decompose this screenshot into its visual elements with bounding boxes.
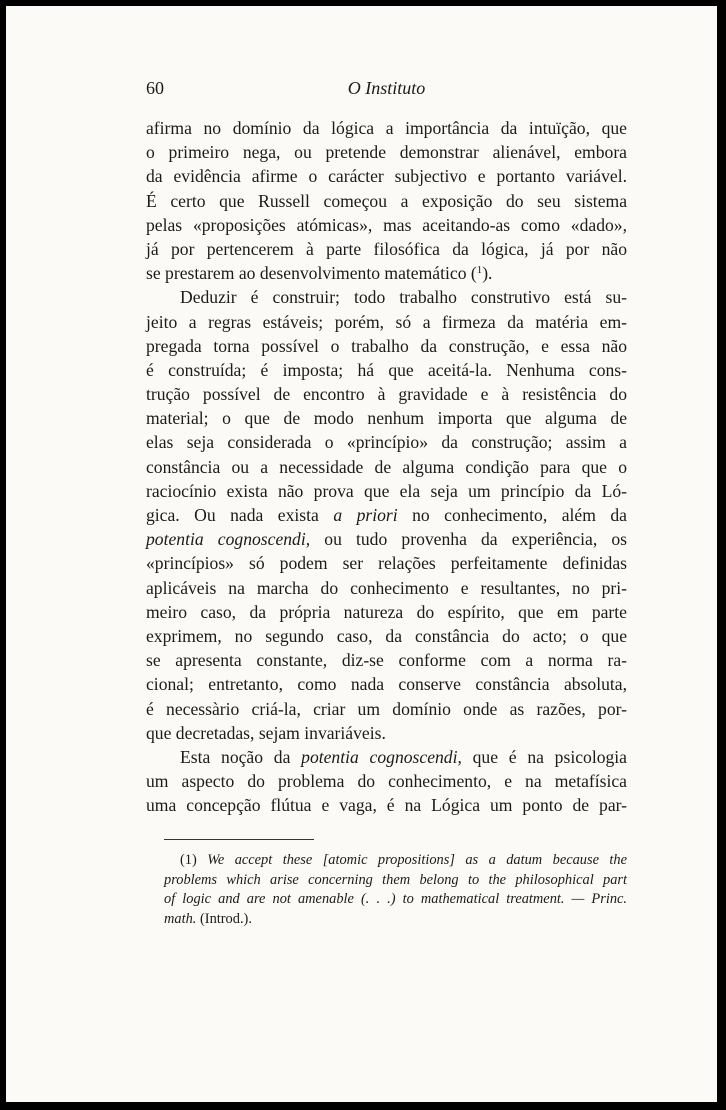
text-line: pelas «proposições atómicas», mas aceitando-as como «dado», [146, 214, 627, 235]
footnote-line: problems which arise concerning them belong to the philosophical part [164, 871, 627, 888]
text-line: um aspecto do problema do conhecimento, e na metafísica [146, 771, 627, 792]
footnote-divider [164, 839, 314, 840]
italic-term: potentia cognoscendi, [301, 746, 462, 767]
text-line [146, 745, 627, 769]
text-line: que decretadas, sejam invariáveis. [146, 722, 386, 743]
text-line [146, 527, 627, 551]
line-text: no conhecimento, além da [397, 505, 627, 525]
text-line: já por pertencerem à parte filosófica da lógica, já por não [146, 238, 627, 259]
footnote-text: math. [164, 910, 197, 927]
footnote-line [164, 851, 627, 871]
footnote [164, 851, 627, 929]
text-line: uma concepção flútua e vaga, é na Lógica um ponto de par- [146, 795, 627, 816]
text-line: o primeiro nega, ou pretende demonstrar alienável, embora [146, 142, 627, 163]
text-line: material; o que de modo nenhum importa que alguma de [146, 408, 627, 429]
line-text: Esta noção da [180, 746, 302, 767]
text-line: cional; entretanto, como nada conserve constância absoluta, [146, 674, 627, 695]
book-page [6, 6, 717, 1102]
italic-term: potentia cognoscendi, [146, 529, 311, 550]
running-title: O Instituto [347, 78, 426, 98]
text-line: trução possível de encontro à gravidade e à resistência do [146, 384, 627, 405]
text-line: é necessàrio criá-la, criar um domínio onde as razões, por- [146, 698, 627, 719]
text-line: pregada torna possível o trabalho da construção, e essa não [146, 335, 627, 356]
footnote-marker: (1) [180, 852, 197, 868]
text-line: exprimem, no segundo caso, da constância do acto; o que [146, 625, 627, 646]
text-line: meiro caso, da própria natureza do espírito, que em parte [146, 601, 627, 622]
line-text: que é na psicologia [461, 746, 627, 767]
footnote-reference: 1 [476, 264, 483, 277]
footnote-line [164, 910, 627, 930]
text-line [146, 503, 627, 527]
text-line: É certo que Russell começou a exposição do seu sistema [146, 190, 627, 211]
line-text: ). [482, 263, 493, 284]
line-text: gica. Ou nada exista [146, 505, 334, 525]
text-line: raciocínio exista não prova que ela seja um princípio da Ló- [146, 480, 627, 501]
text-line: constância ou a necessidade de alguma condição para que o [146, 456, 627, 477]
footnote-text: We accept these [atomic propositions] as a datum because the [207, 852, 627, 868]
text-line: «princípios» só podem ser relações perfeitamente definidas [146, 553, 627, 574]
footnote-text: (Introd.). [196, 910, 252, 927]
text-line: aplicáveis na marcha do conhecimento e resultantes, no pri- [146, 577, 627, 598]
footnote-line: of logic and are not amenable (. . .) to mathematical treatment. — Princ. [164, 891, 627, 907]
text-line: Deduzir é construir; todo trabalho construtivo está su- [180, 287, 627, 308]
page-header [146, 78, 627, 104]
text-line: se apresenta constante, diz-se conforme com a norma ra- [146, 650, 627, 671]
body-text [146, 116, 627, 817]
italic-term: a priori [333, 505, 398, 525]
text-line: afirma no domínio da lógica a importância da intuïção, que [146, 118, 627, 138]
page-number: 60 [146, 78, 164, 98]
line-text: se prestarem ao desenvolvimento matemático ( [146, 263, 477, 284]
line-text: ou tudo provenha da experiência, os [310, 529, 627, 550]
text-line: é construída; é imposta; há que aceitá-la. Nenhuma cons- [146, 359, 627, 380]
text-line: da evidência afirme o carácter subjectivo e portanto variável. [146, 166, 627, 187]
text-line: elas seja considerada o «princípio» da construção; assim a [146, 432, 627, 453]
text-line [146, 261, 627, 285]
text-line: jeito a regras estáveis; porém, só a firmeza da matéria em- [146, 311, 627, 332]
